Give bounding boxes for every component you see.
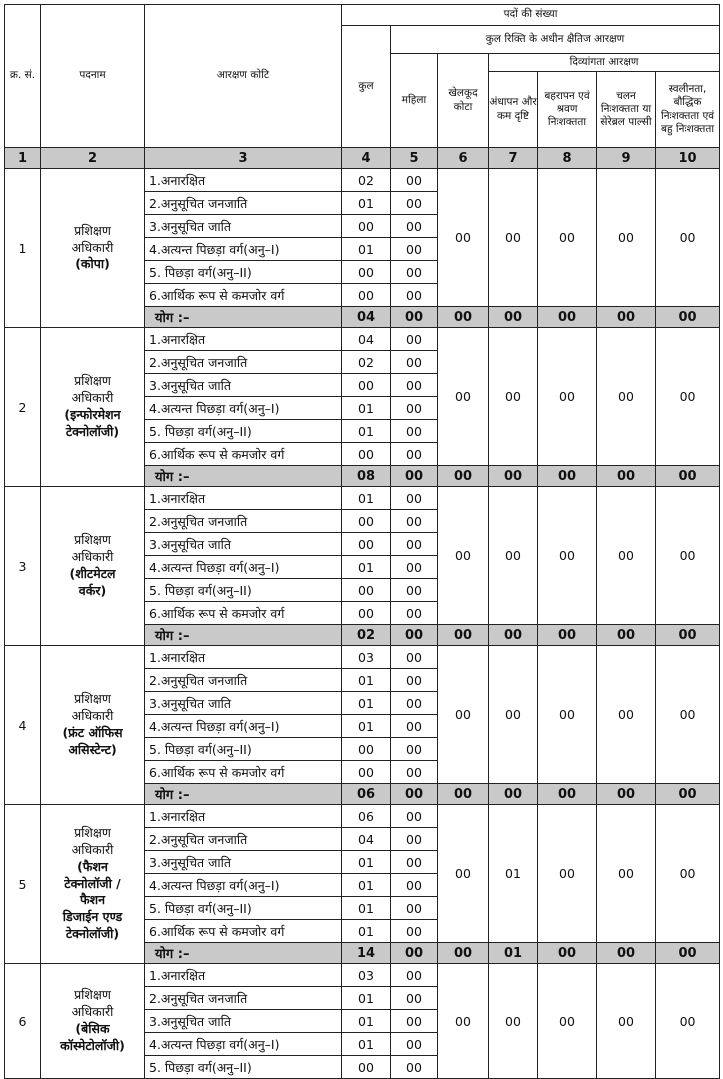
total-cell: 01 (342, 420, 391, 443)
post-name-line: प्रशिक्षण (74, 691, 111, 707)
disability-cell: 00 (538, 328, 597, 466)
category-cell: 6.आर्थिक रूप से कमजोर वर्ग (145, 443, 342, 466)
category-cell: 5. पिछड़ा वर्ग(अनु–II) (145, 738, 342, 761)
women-cell: 00 (391, 1056, 438, 1079)
disability-cell: 00 (656, 169, 720, 307)
women-cell: 00 (391, 692, 438, 715)
category-cell: 4.अत्यन्त पिछड़ा वर्ग(अनु–I) (145, 715, 342, 738)
total-cell: 01 (342, 1033, 391, 1056)
total-value: 00 (597, 784, 656, 805)
category-cell: 1.अनारक्षित (145, 169, 342, 192)
women-cell: 00 (391, 851, 438, 874)
column-index: 4 (342, 148, 391, 169)
women-cell: 00 (391, 987, 438, 1010)
total-value: 00 (538, 943, 597, 964)
women-cell: 00 (391, 533, 438, 556)
column-index-row (5, 148, 720, 169)
column-index: 9 (597, 148, 656, 169)
header-locomotor: चलन निःशक्तता या सेरेब्रल पाल्सी (597, 72, 656, 148)
disability-cell: 00 (489, 328, 538, 466)
women-cell: 00 (391, 715, 438, 738)
total-cell: 00 (342, 261, 391, 284)
category-cell: 1.अनारक्षित (145, 646, 342, 669)
disability-cell: 00 (538, 487, 597, 625)
total-cell: 01 (342, 397, 391, 420)
total-cell: 04 (342, 828, 391, 851)
category-cell: 1.अनारक्षित (145, 487, 342, 510)
total-cell: 00 (342, 738, 391, 761)
disability-cell: 00 (489, 169, 538, 307)
post-name-line: प्रशिक्षण (74, 373, 111, 389)
total-value: 00 (538, 784, 597, 805)
category-cell: 2.अनुसूचित जनजाति (145, 828, 342, 851)
total-cell: 01 (342, 556, 391, 579)
category-cell: 2.अनुसूचित जनजाति (145, 987, 342, 1010)
women-cell: 00 (391, 420, 438, 443)
post-trade-line: (फैशन (77, 858, 108, 874)
table-row (5, 328, 720, 351)
post-trade-line: असिस्टेन्ट) (68, 741, 117, 757)
total-value: 00 (438, 625, 489, 646)
disability-cell: 00 (597, 328, 656, 466)
total-cell: 01 (342, 1010, 391, 1033)
table-row (5, 805, 720, 828)
post-name (41, 805, 145, 964)
post-name-line: प्रशिक्षण (74, 532, 111, 548)
total-value: 00 (597, 625, 656, 646)
women-cell: 00 (391, 805, 438, 828)
women-cell: 00 (391, 1010, 438, 1033)
header-blind-low-vision: अंधापन और कम दृष्टि (489, 72, 538, 148)
women-cell: 00 (391, 897, 438, 920)
post-name-line: अधिकारी (71, 390, 114, 406)
women-cell: 00 (391, 169, 438, 192)
total-cell: 02 (342, 351, 391, 374)
total-cell: 00 (342, 533, 391, 556)
total-cell: 01 (342, 874, 391, 897)
serial-number: 3 (5, 487, 41, 646)
post-name-line: प्रशिक्षण (74, 824, 111, 840)
category-cell: 3.अनुसूचित जाति (145, 1010, 342, 1033)
total-value: 00 (489, 784, 538, 805)
total-label: योग :– (145, 943, 342, 964)
total-cell: 03 (342, 646, 391, 669)
total-value: 00 (391, 784, 438, 805)
total-value: 04 (342, 307, 391, 328)
total-cell: 00 (342, 579, 391, 602)
column-index: 1 (5, 148, 41, 169)
sports-quota-cell: 00 (438, 646, 489, 784)
total-cell: 01 (342, 238, 391, 261)
column-index: 5 (391, 148, 438, 169)
column-index: 7 (489, 148, 538, 169)
post-trade-line: वर्कर) (78, 582, 107, 598)
category-cell: 4.अत्यन्त पिछड़ा वर्ग(अनु–I) (145, 238, 342, 261)
total-cell: 00 (342, 284, 391, 307)
post-name (41, 487, 145, 646)
total-cell: 00 (342, 1056, 391, 1079)
post-trade-line: (कोपा) (75, 256, 110, 272)
column-index: 10 (656, 148, 720, 169)
women-cell: 00 (391, 828, 438, 851)
table-row (5, 487, 720, 510)
category-cell: 2.अनुसूचित जनजाति (145, 669, 342, 692)
disability-cell: 00 (597, 964, 656, 1079)
post-name (41, 328, 145, 487)
total-cell: 03 (342, 964, 391, 987)
women-cell: 00 (391, 761, 438, 784)
header-women: महिला (391, 54, 438, 148)
post-trade-line: टेक्नोलॉजी) (65, 423, 120, 439)
women-cell: 00 (391, 669, 438, 692)
header-horizontal-reservation: कुल रिक्ति के अधीन क्षैतिज आरक्षण (391, 26, 720, 54)
category-cell: 1.अनारक्षित (145, 328, 342, 351)
total-cell: 02 (342, 169, 391, 192)
women-cell: 00 (391, 261, 438, 284)
post-trade-line: टेक्नोलॉजी) (65, 926, 120, 942)
women-cell: 00 (391, 874, 438, 897)
total-cell: 01 (342, 897, 391, 920)
post-trade-line: (शीटमेटल (69, 566, 116, 581)
women-cell: 00 (391, 738, 438, 761)
table-row (5, 646, 720, 669)
category-cell: 3.अनुसूचित जाति (145, 215, 342, 238)
total-value: 00 (597, 466, 656, 487)
total-value: 14 (342, 943, 391, 964)
sports-quota-cell: 00 (438, 964, 489, 1079)
sports-quota-cell: 00 (438, 805, 489, 943)
total-value: 00 (489, 307, 538, 328)
women-cell: 00 (391, 646, 438, 669)
disability-cell: 00 (656, 964, 720, 1079)
sports-quota-cell: 00 (438, 487, 489, 625)
total-value: 08 (342, 466, 391, 487)
post-trade-line: (बेसिक (75, 1021, 110, 1036)
column-index: 6 (438, 148, 489, 169)
total-value: 00 (438, 466, 489, 487)
disability-cell: 00 (489, 646, 538, 784)
header-disability-reservation: दिव्यांगता आरक्षण (489, 54, 720, 72)
serial-number: 5 (5, 805, 41, 964)
post-name (41, 964, 145, 1079)
category-cell: 2.अनुसूचित जनजाति (145, 351, 342, 374)
category-cell: 5. पिछड़ा वर्ग(अनु–II) (145, 579, 342, 602)
reservation-document (4, 4, 720, 1079)
women-cell: 00 (391, 215, 438, 238)
category-cell: 1.अनारक्षित (145, 805, 342, 828)
total-value: 00 (538, 625, 597, 646)
category-cell: 4.अत्यन्त पिछड़ा वर्ग(अनु–I) (145, 1033, 342, 1056)
women-cell: 00 (391, 397, 438, 420)
total-value: 02 (342, 625, 391, 646)
women-cell: 00 (391, 443, 438, 466)
header-category: आरक्षण कोटि (145, 5, 342, 148)
total-value: 00 (489, 625, 538, 646)
disability-cell: 00 (538, 646, 597, 784)
total-value: 00 (656, 307, 720, 328)
category-cell: 6.आर्थिक रूप से कमजोर वर्ग (145, 920, 342, 943)
total-cell: 01 (342, 920, 391, 943)
total-cell: 01 (342, 669, 391, 692)
category-cell: 5. पिछड़ा वर्ग(अनु–II) (145, 420, 342, 443)
total-cell: 00 (342, 761, 391, 784)
total-cell: 00 (342, 215, 391, 238)
total-cell: 00 (342, 443, 391, 466)
column-index: 8 (538, 148, 597, 169)
total-label: योग :– (145, 307, 342, 328)
total-value: 00 (538, 466, 597, 487)
category-cell: 6.आर्थिक रूप से कमजोर वर्ग (145, 602, 342, 625)
header-autism-multiple: स्वलीनता, बौद्धिक निःशक्तता एवं बहु निःशक्तता (656, 72, 720, 148)
category-cell: 6.आर्थिक रूप से कमजोर वर्ग (145, 761, 342, 784)
total-value: 00 (656, 625, 720, 646)
category-cell: 5. पिछड़ा वर्ग(अनु–II) (145, 261, 342, 284)
disability-cell: 00 (597, 487, 656, 625)
column-index: 3 (145, 148, 342, 169)
post-name-line: अधिकारी (71, 1004, 114, 1020)
category-cell: 3.अनुसूचित जाति (145, 374, 342, 397)
disability-cell: 00 (538, 805, 597, 943)
disability-cell: 00 (656, 487, 720, 625)
women-cell: 00 (391, 284, 438, 307)
post-name-line: अधिकारी (71, 239, 114, 255)
total-label: योग :– (145, 625, 342, 646)
total-cell: 00 (342, 510, 391, 533)
women-cell: 00 (391, 328, 438, 351)
total-cell: 01 (342, 692, 391, 715)
total-value: 00 (391, 625, 438, 646)
category-cell: 3.अनुसूचित जाति (145, 692, 342, 715)
header-sports-quota: खेलकूद कोटा (438, 54, 489, 148)
column-index: 2 (41, 148, 145, 169)
women-cell: 00 (391, 579, 438, 602)
serial-number: 4 (5, 646, 41, 805)
total-value: 00 (656, 784, 720, 805)
total-value: 00 (656, 466, 720, 487)
post-trade-line: डिजाईन एण्ड (62, 909, 123, 925)
total-value: 00 (597, 943, 656, 964)
women-cell: 00 (391, 602, 438, 625)
category-cell: 1.अनारक्षित (145, 964, 342, 987)
disability-cell: 00 (538, 964, 597, 1079)
header-post-name: पदनाम (41, 5, 145, 148)
post-trade-line: (इन्फोरमेशन (64, 407, 121, 422)
post-name-line: प्रशिक्षण (74, 222, 111, 238)
women-cell: 00 (391, 238, 438, 261)
post-trade-line: फैशन (79, 892, 106, 908)
post-trade-line: (फ्रंट ऑफिस (62, 725, 123, 740)
total-cell: 01 (342, 487, 391, 510)
women-cell: 00 (391, 1033, 438, 1056)
sports-quota-cell: 00 (438, 328, 489, 466)
women-cell: 00 (391, 510, 438, 533)
header-positions-count: पदों की संख्या (342, 5, 720, 26)
category-cell: 2.अनुसूचित जनजाति (145, 192, 342, 215)
total-value: 00 (391, 307, 438, 328)
women-cell: 00 (391, 351, 438, 374)
header-deaf-hearing: बहरापन एवं श्रवण निःशक्तता (538, 72, 597, 148)
post-name-line: प्रशिक्षण (74, 987, 111, 1003)
total-cell: 01 (342, 987, 391, 1010)
reservation-table (4, 4, 720, 1079)
total-label: योग :– (145, 784, 342, 805)
table-row (5, 169, 720, 192)
total-cell: 01 (342, 715, 391, 738)
total-value: 00 (438, 307, 489, 328)
serial-number: 1 (5, 169, 41, 328)
disability-cell: 00 (489, 964, 538, 1079)
post-name (41, 646, 145, 805)
header-serial: क्र. सं. (5, 5, 41, 148)
category-cell: 4.अत्यन्त पिछड़ा वर्ग(अनु–I) (145, 556, 342, 579)
total-value: 01 (489, 943, 538, 964)
category-cell: 5. पिछड़ा वर्ग(अनु–II) (145, 1056, 342, 1079)
total-value: 00 (391, 943, 438, 964)
disability-cell: 00 (597, 805, 656, 943)
total-cell: 04 (342, 328, 391, 351)
header-total: कुल (342, 26, 391, 148)
total-value: 00 (597, 307, 656, 328)
disability-cell: 00 (489, 487, 538, 625)
total-value: 00 (489, 466, 538, 487)
total-value: 00 (438, 943, 489, 964)
total-cell: 00 (342, 374, 391, 397)
disability-cell: 00 (597, 169, 656, 307)
women-cell: 00 (391, 920, 438, 943)
category-cell: 3.अनुसूचित जाति (145, 533, 342, 556)
women-cell: 00 (391, 556, 438, 579)
disability-cell: 00 (597, 646, 656, 784)
women-cell: 00 (391, 192, 438, 215)
post-name-line: अधिकारी (71, 708, 114, 724)
category-cell: 5. पिछड़ा वर्ग(अनु–II) (145, 897, 342, 920)
post-trade-line: टेक्नोलॉजी / (64, 875, 121, 891)
disability-cell: 00 (538, 169, 597, 307)
total-cell: 01 (342, 192, 391, 215)
post-name (41, 169, 145, 328)
category-cell: 2.अनुसूचित जनजाति (145, 510, 342, 533)
total-cell: 01 (342, 851, 391, 874)
total-value: 00 (538, 307, 597, 328)
total-value: 06 (342, 784, 391, 805)
total-value: 00 (391, 466, 438, 487)
table-row (5, 964, 720, 987)
total-value: 00 (438, 784, 489, 805)
serial-number: 2 (5, 328, 41, 487)
post-trade-line: कॉस्मेटोलॉजी) (60, 1037, 125, 1053)
post-name-line: अधिकारी (71, 549, 114, 565)
disability-cell: 00 (656, 328, 720, 466)
serial-number: 6 (5, 964, 41, 1079)
category-cell: 4.अत्यन्त पिछड़ा वर्ग(अनु–I) (145, 397, 342, 420)
disability-cell: 00 (656, 805, 720, 943)
disability-cell: 00 (656, 646, 720, 784)
post-name-line: अधिकारी (71, 841, 114, 857)
category-cell: 4.अत्यन्त पिछड़ा वर्ग(अनु–I) (145, 874, 342, 897)
total-value: 00 (656, 943, 720, 964)
women-cell: 00 (391, 964, 438, 987)
women-cell: 00 (391, 487, 438, 510)
sports-quota-cell: 00 (438, 169, 489, 307)
category-cell: 3.अनुसूचित जाति (145, 851, 342, 874)
category-cell: 6.आर्थिक रूप से कमजोर वर्ग (145, 284, 342, 307)
women-cell: 00 (391, 374, 438, 397)
total-cell: 06 (342, 805, 391, 828)
total-cell: 00 (342, 602, 391, 625)
total-label: योग :– (145, 466, 342, 487)
disability-cell: 01 (489, 805, 538, 943)
